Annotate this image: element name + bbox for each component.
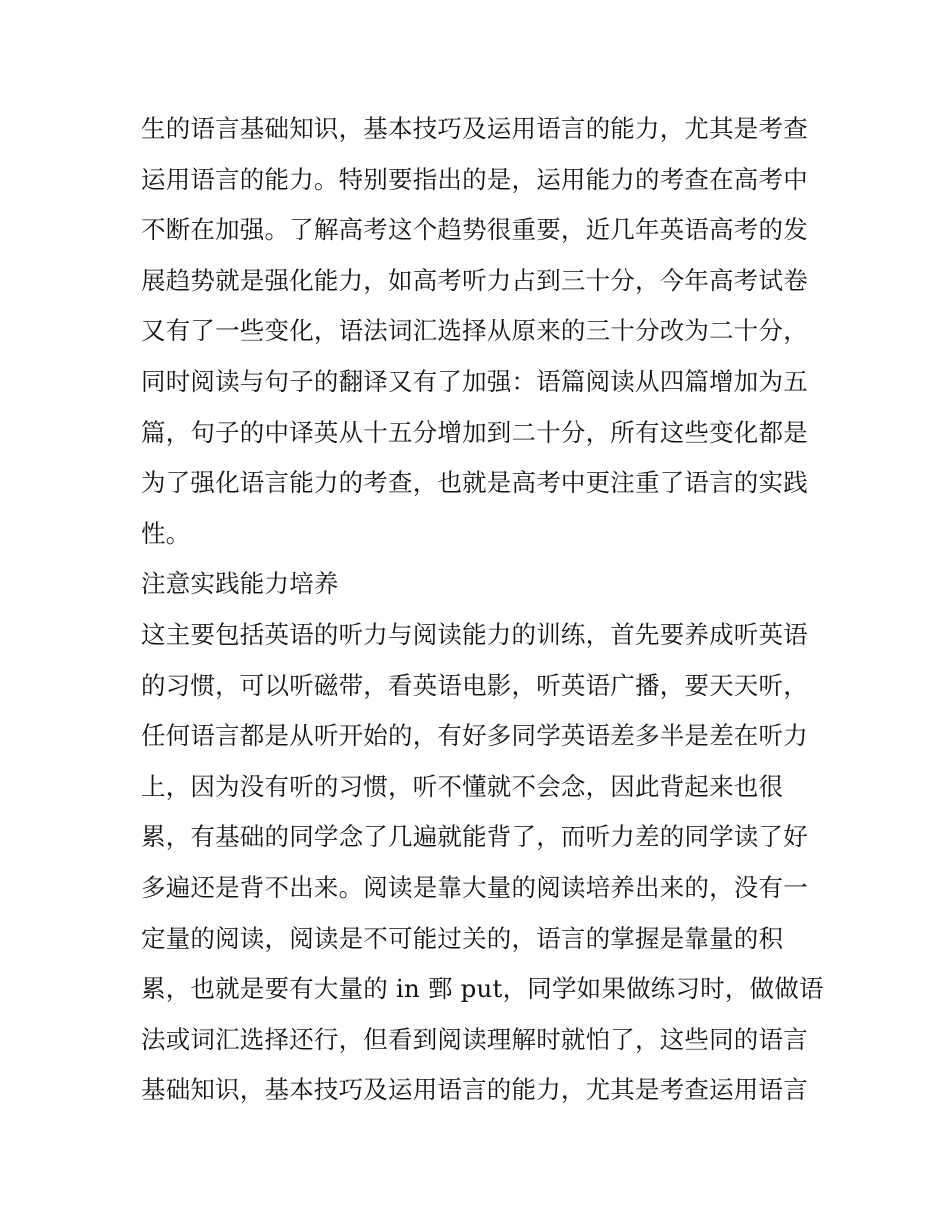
text-line-6: 同时阅读与句子的翻译又有了加强：语篇阅读从四篇增加为五	[141, 366, 808, 396]
text-line-7: 篇，句子的中译英从十五分增加到二十分，所有这些变化都是	[141, 417, 808, 447]
text-line-19: 法或词汇选择还行，但看到阅读理解时就怕了，这些同的语言	[141, 1024, 808, 1054]
text-line-13: 任何语言都是从听开始的，有好多同学英语差多半是差在听力	[141, 721, 808, 751]
text-line-5: 又有了一些变化，语法词汇选择从原来的三十分改为二十分，	[141, 316, 808, 346]
text-line-17: 定量的阅读，阅读是不可能过关的，语言的掌握是靠量的积	[141, 923, 784, 953]
text-line-12: 的习惯，可以听磁带，看英语电影，听英语广播，要天天听，	[141, 670, 808, 700]
text-line-1: 生的语言基础知识，基本技巧及运用语言的能力，尤其是考查	[141, 114, 808, 143]
text-line-8: 为了强化语言能力的考查，也就是高考中更注重了语言的实践	[141, 468, 808, 498]
text-line-2: 运用语言的能力。特别要指出的是，运用能力的考查在高考中	[141, 164, 808, 194]
text-line-14: 上，因为没有听的习惯，听不懂就不会念，因此背起来也很	[141, 771, 784, 801]
text-line-16: 多遍还是背不出来。阅读是靠大量的阅读培养出来的，没有一	[141, 872, 808, 902]
text-line-4: 展趋势就是强化能力，如高考听力占到三十分，今年高考试卷	[141, 265, 808, 295]
text-line-15: 累，有基础的同学念了几遍就能背了，而听力差的同学读了好	[141, 822, 808, 852]
text-line-20: 基础知识，基本技巧及运用语言的能力，尤其是考查运用语言	[141, 1075, 808, 1105]
body-text	[141, 104, 824, 1116]
text-line-11: 这主要包括英语的听力与阅读能力的训练，首先要养成听英语	[141, 619, 808, 649]
text-line-9: 性。	[141, 518, 191, 548]
text-line-3: 不断在加强。了解高考这个趋势很重要，近几年英语高考的发	[141, 215, 808, 245]
text-line-18: 累，也就是要有大量的 in 鄄 put，同学如果做练习时，做做语	[141, 974, 824, 1004]
section-heading: 注意实践能力培养	[141, 569, 339, 599]
